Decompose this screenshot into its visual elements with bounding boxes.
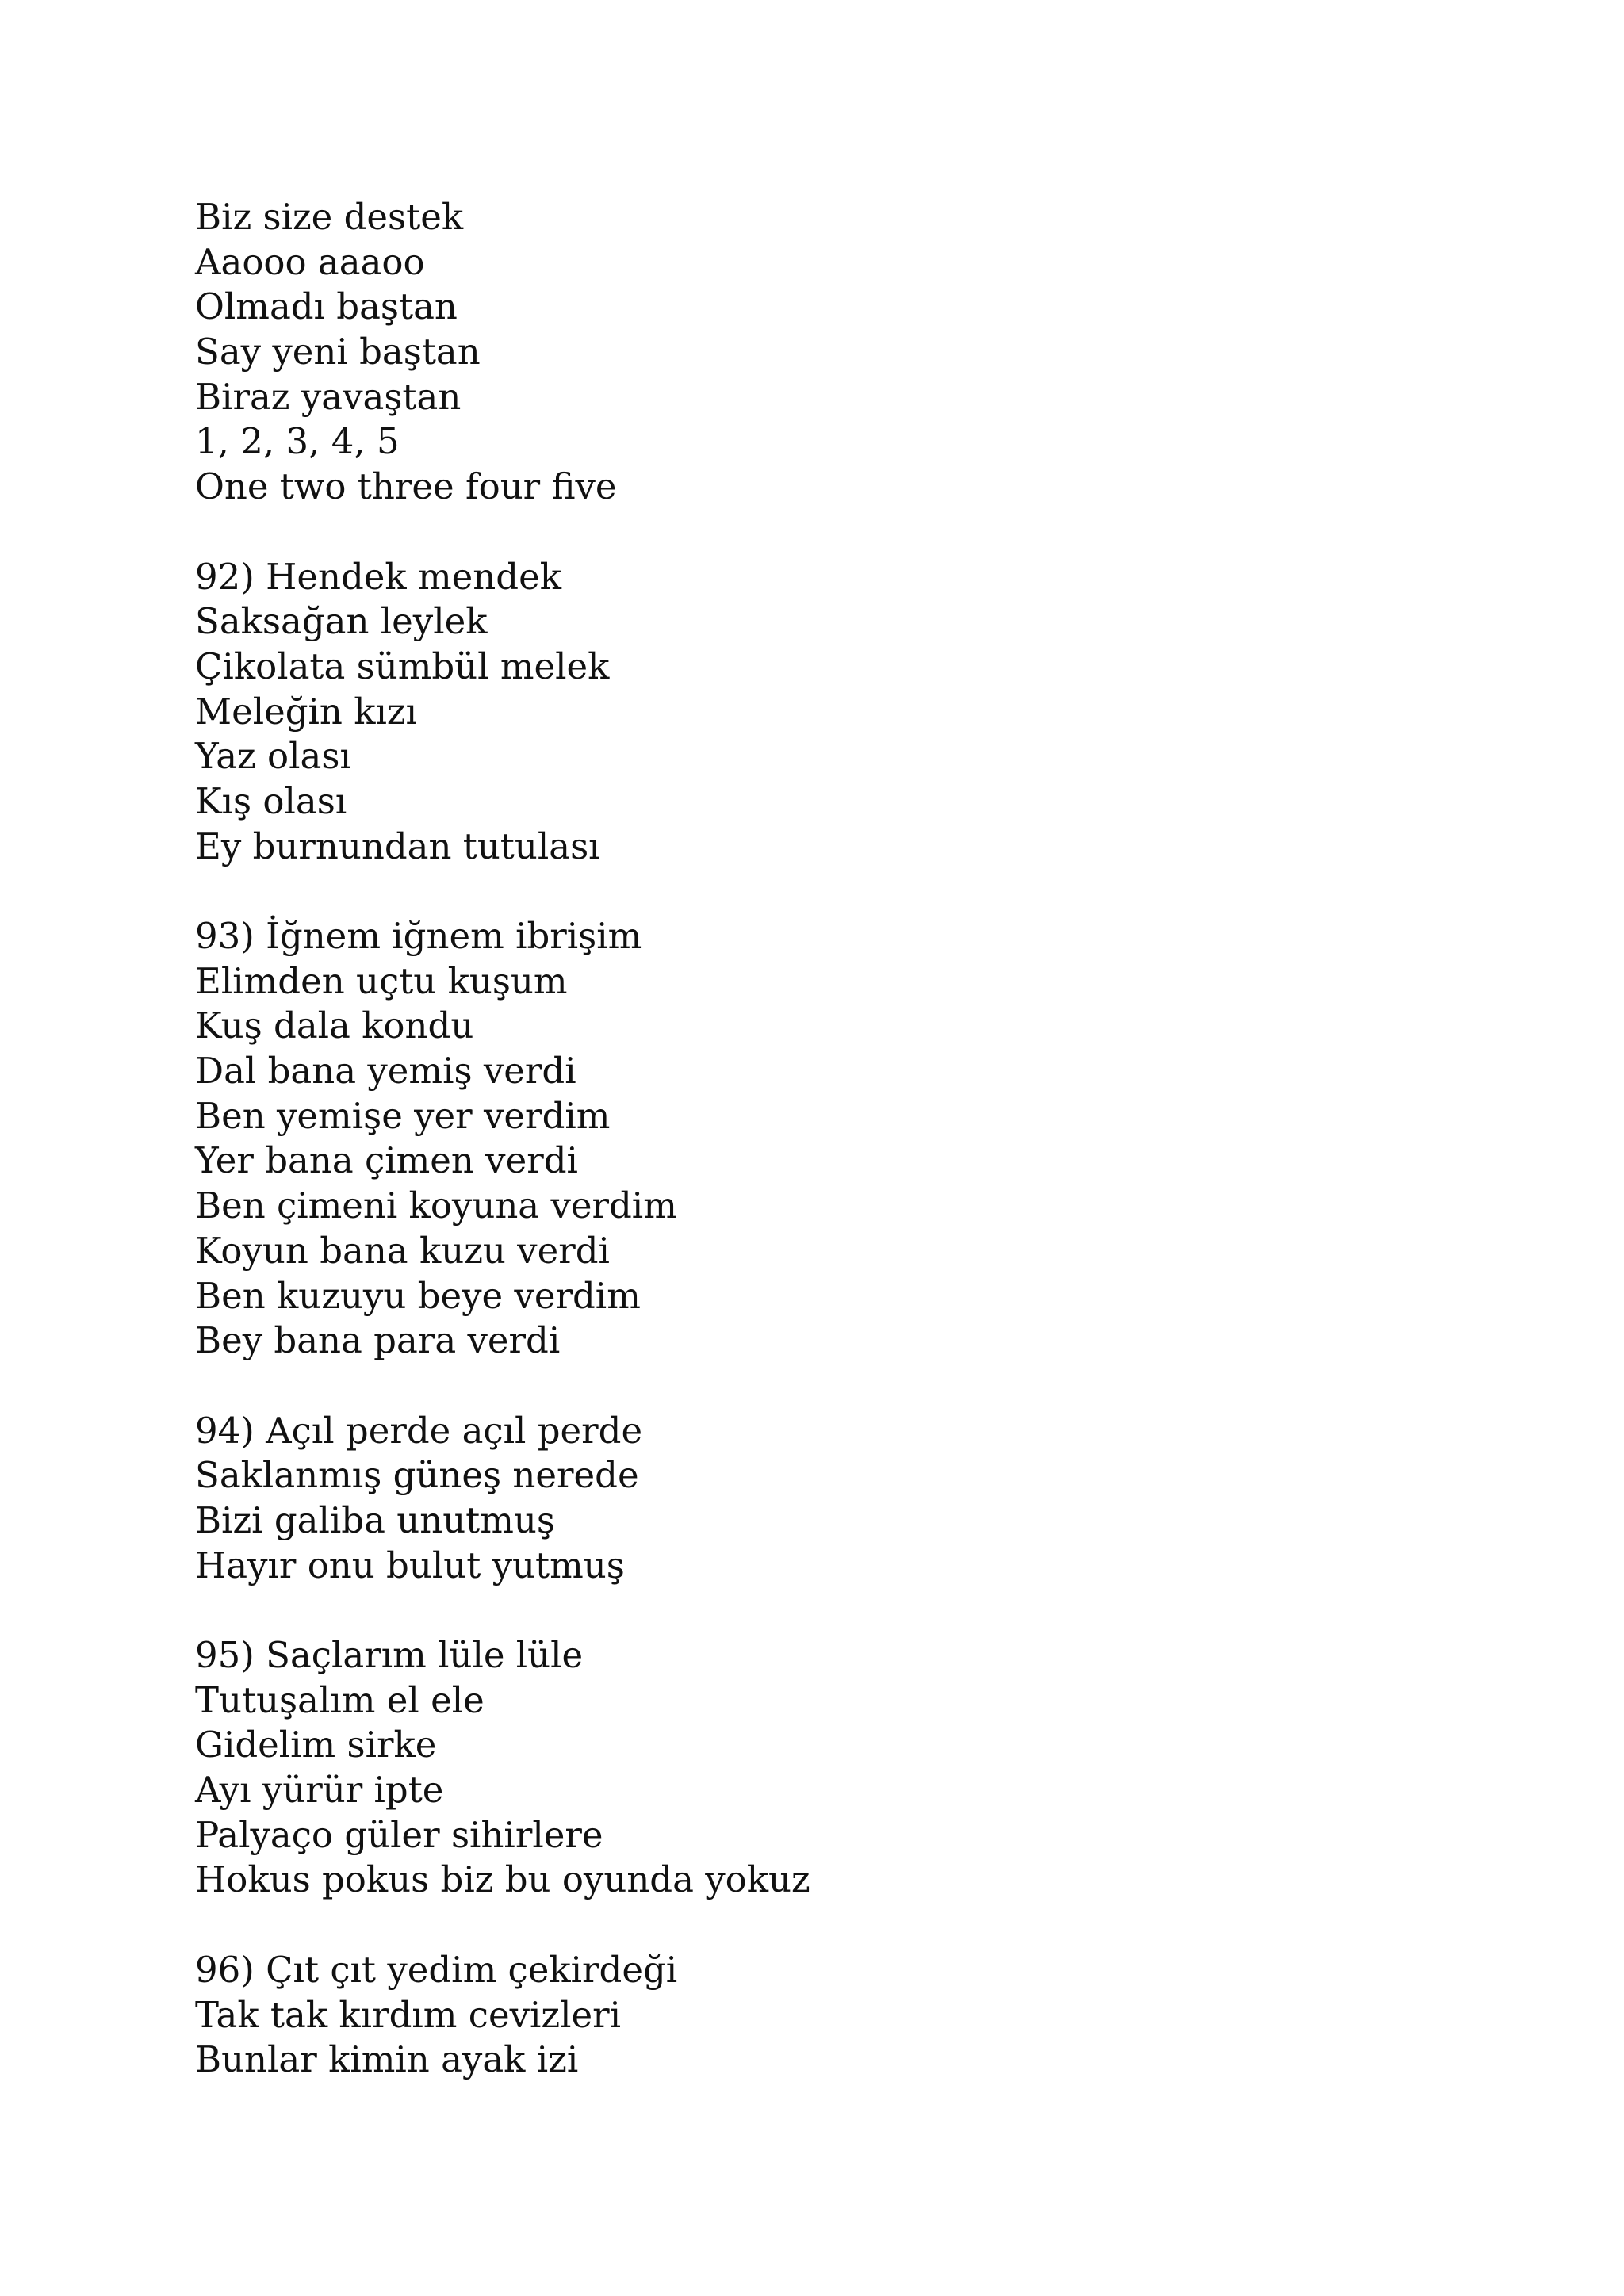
- text-line: 1, 2, 3, 4, 5: [195, 420, 400, 463]
- stanza-94: [195, 1409, 1432, 1589]
- rhyme-heading: 93) İğnem iğnem ibrişim: [195, 915, 642, 957]
- stanza-92: [195, 555, 1432, 870]
- text-line: Palyaço güler sihirlere: [195, 1813, 603, 1856]
- rhyme-text: [195, 195, 1432, 2083]
- text-line: Tak tak kırdım cevizleri: [195, 1993, 622, 2036]
- text-line: Saklanmış güneş nerede: [195, 1454, 639, 1497]
- stanza-96: [195, 1948, 1432, 2083]
- text-line: Meleğin kızı: [195, 690, 417, 733]
- rhyme-heading: 94) Açıl perde açıl perde: [195, 1409, 643, 1452]
- text-line: Kuş dala kondu: [195, 1004, 474, 1047]
- text-line: Olmadı baştan: [195, 285, 458, 328]
- text-line: Elimden uçtu kuşum: [195, 959, 568, 1002]
- stanza-1: [195, 195, 1432, 510]
- text-line: One two three four five: [195, 465, 617, 508]
- text-line: Gidelim sirke: [195, 1724, 437, 1766]
- text-line: Biz size destek: [195, 196, 464, 238]
- rhyme-heading: 95) Saçlarım lüle lüle: [195, 1634, 584, 1676]
- stanza-95: [195, 1633, 1432, 1903]
- text-line: Ben kuzuyu beye verdim: [195, 1274, 641, 1317]
- rhyme-heading: 96) Çıt çıt yedim çekirdeği: [195, 1948, 678, 1991]
- text-line: Ben yemişe yer verdim: [195, 1094, 611, 1137]
- text-line: Say yeni baştan: [195, 331, 481, 373]
- text-line: Kış olası: [195, 779, 347, 822]
- text-line: Yer bana çimen verdi: [195, 1139, 578, 1182]
- text-line: Tutuşalım el ele: [195, 1678, 485, 1721]
- text-line: Bizi galiba unutmuş: [195, 1498, 555, 1541]
- text-line: Ey burnundan tutulası: [195, 825, 600, 867]
- text-line: Bey bana para verdi: [195, 1319, 561, 1362]
- text-line: Ayı yürür ipte: [195, 1769, 444, 1812]
- text-line: Dal bana yemiş verdi: [195, 1050, 576, 1093]
- text-line: Saksağan leylek: [195, 600, 488, 643]
- text-line: Ben çimeni koyuna verdim: [195, 1184, 677, 1227]
- text-line: Yaz olası: [195, 735, 351, 778]
- text-line: Aaooo aaaoo: [195, 240, 425, 283]
- stanza-93: [195, 914, 1432, 1364]
- text-line: Hayır onu bulut yutmuş: [195, 1544, 625, 1586]
- rhyme-heading: 92) Hendek mendek: [195, 555, 561, 598]
- text-line: Bunlar kimin ayak izi: [195, 2038, 579, 2081]
- text-line: Hokus pokus biz bu oyunda yokuz: [195, 1858, 810, 1901]
- text-line: Biraz yavaştan: [195, 375, 462, 418]
- text-line: Koyun bana kuzu verdi: [195, 1229, 610, 1272]
- text-line: Çikolata sümbül melek: [195, 645, 610, 687]
